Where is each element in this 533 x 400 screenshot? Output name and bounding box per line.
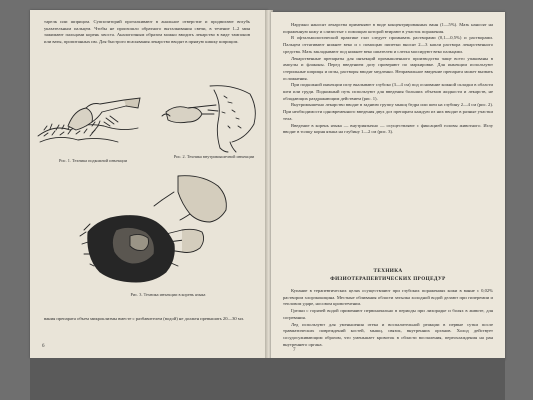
right-paragraph-7: Купание в терапевтических целях осуществляют при глубоких поражениях кожи в ванне с 0,02% раствором хлорэкокицина. Местные обливания области затылка холодной водой делают при гиперемии и тепловом ударе, носовом кровотечении. [283,288,493,307]
table-surface [30,358,505,400]
left-bottom-paragraph [44,316,250,323]
right-paragraph-4: При подкожной инъекции иглу вкалывают глубоко (3—4 см) под основание кожной складки в области шеи или груди. Подкожный путь используют для введения больших объемов жидкости и лекарств, не обладающих раздражающим действием (рис. 1). [283,82,493,101]
figure-2-intramuscular-injection [158,82,264,154]
section-heading-line-2: ФИЗИОТЕРАПЕВТИЧЕСКИХ ПРОЦЕДУР [330,276,446,282]
section-heading-line-1: ТЕХНИКА [373,268,403,274]
right-column-text [283,22,493,136]
figure-3-caption: Рис. 3. Техника инъекции в корень языка [130,292,206,297]
right-paragraph-6: Введение в корень языка — внутриязычно — осуществляют с фиксацией головы животного. Иглу вводят в толщу корня языка на глубину 1—2 см (рис. 3). [283,122,493,135]
left-top-paragraph [44,19,250,46]
left-bottom-paragraph-text: вания препарата объем микроклизмы вместе с разбавителем (водой) не должен превышать 20—30 мл. [44,316,245,321]
left-page-number: 6 [42,344,45,349]
left-top-paragraph-text: тарелк или шприцом. Суппозиторий проталкивают в анальное отверстие и продвигают вглубь указательным пальцем. Чтобы не произошло обратного выталкивания свечи, в течение 1–2 мин зажимают пальцами корень хвоста. Аналогичным образом можно вводить лекарство в виде тампонов или ваты, пропитанных им. Для быстрого всасывания лекарство вводят в прямую кишку шприцом. [44,19,250,45]
figure-3-tongue-root-injection [70,170,254,288]
figure-1-subcutaneous-injection [34,96,144,154]
right-page-number: 7 [293,348,296,353]
figure-1-caption: Рис. 1. Техника подкожной инъекции [58,158,128,163]
right-paragraph-3: Лекарственные препараты для инъекций промышленного производства чаще всего упакованы в ампулы и флаконы. Перед введением дозу проверяют по маркировке. Для инъекции используют стерильные шприцы и иглы, растворы вводят медленно. Неправильное введение препарата может вызвать осложнения. [283,55,493,81]
figure-2-caption: Рис. 2. Техника внутримышечной инъекции [173,154,255,159]
right-paragraph-9: Лед используют для уменьшения отека и воспалительной реакции в первые сутки после травматических повреждений костей, мышц, связок, внутренних органов. Холод действует сосудосуживающим образом, что уменьшает кровоток в области воспаления, переохлаждения на ран внутреннего органа. [283,321,493,347]
right-paragraph-2: В офтальмологической практике глаз следует промывать растворами (0,1—0,5%) и растворами. Пальцем оттягивают нижнее веко и с помощью пипетки вносят 2—3 капли раствора лекарственного средства. Мазь закладывают под нижнее веко шпателем и слегка массируют веко пальцами. [283,35,493,54]
left-page [30,10,268,358]
right-paragraph-1: Наружно наносят лекарства применяют в виде концентрированных ванн (1—5%). Мазь наносят на пораженную кожу и слизистые с помощью которой втирают в участок поражения. [283,22,493,34]
right-page [271,12,505,360]
right-lower-text [283,288,493,348]
right-paragraph-8: Грелки с горячей водой применяют первоначально в периоды при лихорадке и болях в животе, для согревания. [283,308,493,320]
right-paragraph-5: Внутримышечно лекарство вводят в заднюю группу мышц бедра или шеи на глубину 2—4 см (рис. 2). При необходимости одновременного введения двух доз препарата каждую из них вводят в разные участки тела. [283,102,493,121]
